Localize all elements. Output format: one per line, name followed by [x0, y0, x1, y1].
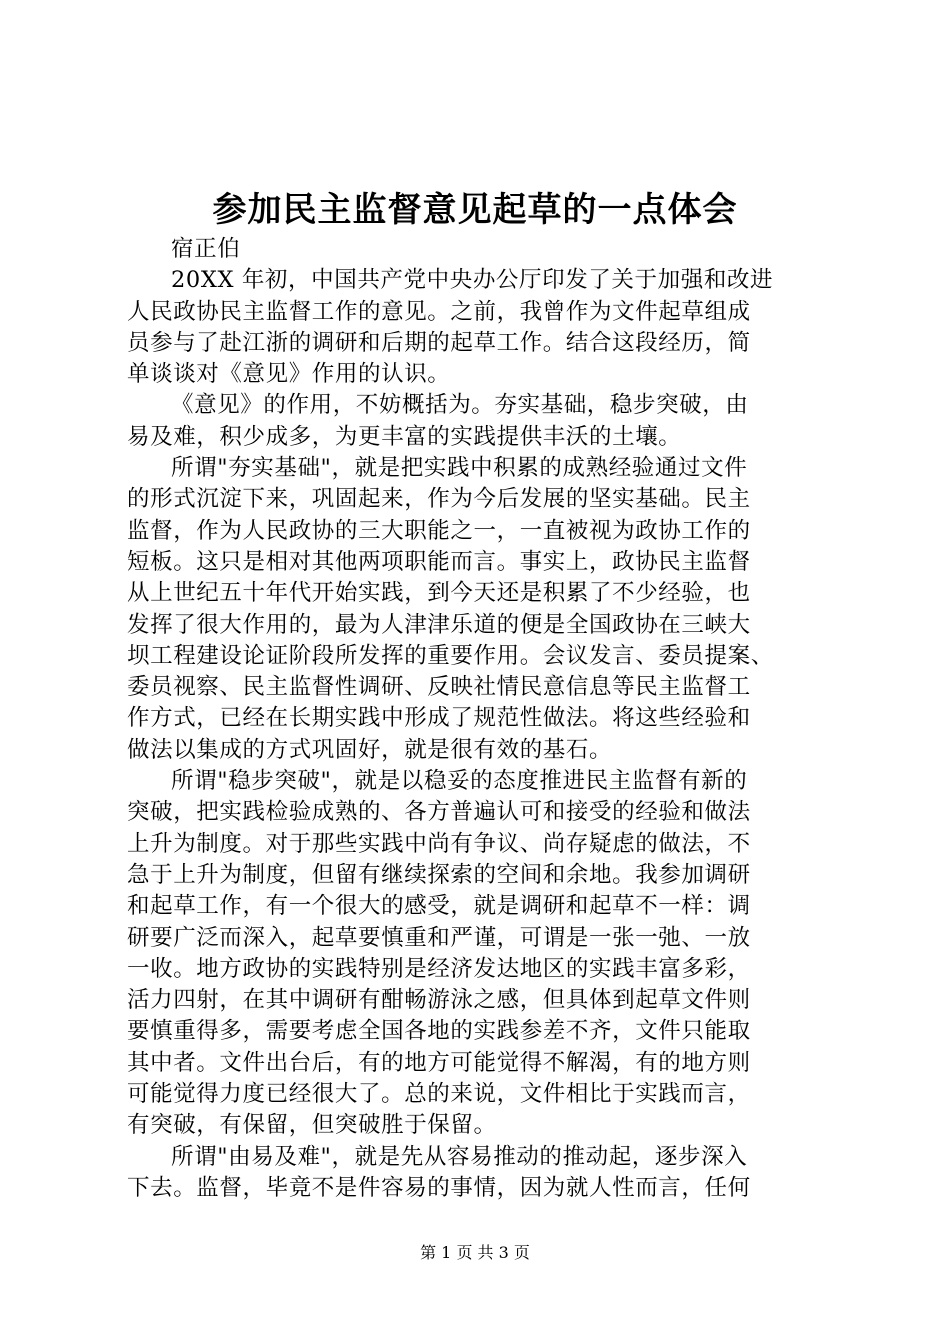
body-line: 所谓"稳步突破"，就是以稳妥的态度推进民主监督有新的 [171, 768, 748, 795]
body-line: 员参与了赴江浙的调研和后期的起草工作。结合这段经历，简 [127, 329, 751, 356]
body-line: 所谓"由易及难"，就是先从容易推动的推动起，逐步深入 [171, 1143, 748, 1170]
body-line: 下去。监督，毕竟不是件容易的事情，因为就人性而言，任何 [127, 1174, 751, 1201]
body-line: 的形式沉淀下来，巩固起来，作为今后发展的坚实基础。民主 [127, 486, 751, 513]
body-line: 作方式，已经在长期实践中形成了规范性做法。将这些经验和 [127, 705, 751, 732]
body-line: 从上世纪五十年代开始实践，到今天还是积累了不少经验，也 [127, 580, 751, 607]
body-line: 易及难，积少成多，为更丰富的实践提供丰沃的土壤。 [127, 423, 682, 450]
body-line: 人民政协民主监督工作的意见。之前，我曾作为文件起草组成 [127, 298, 751, 325]
body-line: 坝工程建设论证阶段所发挥的重要作用。会议发言、委员提案、 [127, 642, 774, 669]
body-line: 有突破，有保留，但突破胜于保留。 [127, 1112, 497, 1139]
body-line: 研要广泛而深入，起草要慎重和严谨，可谓是一张一弛、一放 [127, 924, 751, 951]
body-line: 20XX 年初，中国共产党中央办公厅印发了关于加强和改进 [171, 267, 774, 294]
document-title: 参加民主监督意见起草的一点体会 [212, 190, 738, 230]
body-line: 所谓"夯实基础"，就是把实践中积累的成熟经验通过文件 [171, 455, 748, 482]
body-line: 委员视察、民主监督性调研、反映社情民意信息等民主监督工 [127, 674, 751, 701]
body-line: 其中者。文件出台后，有的地方可能觉得不解渴，有的地方则 [127, 1049, 751, 1076]
author-name: 宿正伯 [171, 236, 241, 262]
body-line: 和起草工作，有一个很大的感受，就是调研和起草不一样：调 [127, 893, 751, 920]
body-line: 发挥了很大作用的，最为人津津乐道的便是全国政协在三峡大 [127, 611, 751, 638]
document-body [127, 234, 837, 1204]
body-line: 急于上升为制度，但留有继续探索的空间和余地。我参加调研 [127, 861, 751, 888]
body-line: 突破，把实践检验成熟的、各方普遍认可和接受的经验和做法 [127, 799, 751, 826]
body-line: 单谈谈对《意见》作用的认识。 [127, 361, 451, 388]
body-line: 要慎重得多，需要考虑全国各地的实践参差不齐，文件只能取 [127, 1018, 751, 1045]
body-line: 《意见》的作用，不妨概括为。夯实基础，稳步突破，由 [171, 392, 749, 419]
body-line: 可能觉得力度已经很大了。总的来说，文件相比于实践而言， [127, 1081, 751, 1108]
body-line: 监督，作为人民政协的三大职能之一，一直被视为政协工作的 [127, 517, 751, 544]
page-footer: 第 1 页 共 3 页 [420, 1243, 530, 1262]
body-line: 做法以集成的方式巩固好，就是很有效的基石。 [127, 736, 613, 763]
body-lines [127, 265, 837, 1204]
body-line: 短板。这只是相对其他两项职能而言。事实上，政协民主监督 [127, 548, 751, 575]
body-line: 上升为制度。对于那些实践中尚有争议、尚存疑虑的做法，不 [127, 830, 751, 857]
body-line: 活力四射，在其中调研有酣畅游泳之感，但具体到起草文件则 [127, 987, 751, 1014]
body-line: 一收。地方政协的实践特别是经济发达地区的实践丰富多彩， [127, 955, 751, 982]
